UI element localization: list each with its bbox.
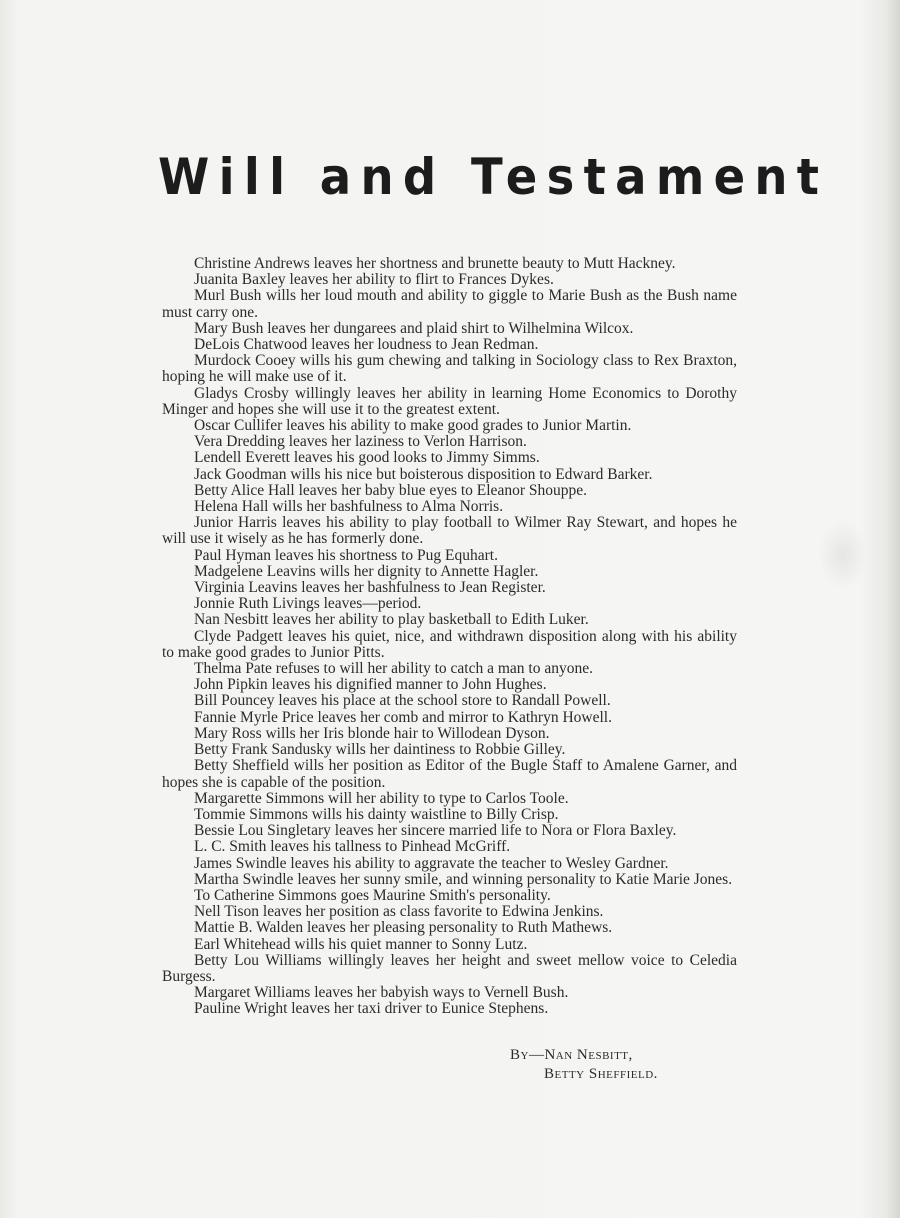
will-entry: Margarette Simmons will her ability to type to Carlos Toole. <box>194 789 569 807</box>
will-entry: Nell Tison leaves her position as class favorite to Edwina Jenkins. <box>194 903 604 921</box>
will-entry: Jonnie Ruth Livings leaves—period. <box>194 595 422 613</box>
will-entry: Nan Nesbitt leaves her ability to play basketball to Edith Luker. <box>194 611 589 629</box>
will-entry: Helena Hall wills her bashfulness to Alma Norris. <box>194 498 504 516</box>
will-entry: Mary Ross wills her Iris blonde hair to Willodean Dyson. <box>194 724 550 742</box>
paper-smudge <box>818 520 868 590</box>
will-entry: Murdock Cooey wills his gum chewing and talking in Sociology class to Rex Braxton, hoping he will make use of it. <box>162 352 737 386</box>
will-entry: Bill Pouncey leaves his place at the school store to Randall Powell. <box>194 692 611 710</box>
will-entry: Pauline Wright leaves her taxi driver to Eunice Stephens. <box>194 1000 549 1018</box>
page-edge-shadow <box>886 0 900 1218</box>
will-entry: Betty Lou Williams willingly leaves her height and sweet mellow voice to Celedia Burgess. <box>162 951 737 985</box>
will-entry: John Pipkin leaves his dignified manner to John Hughes. <box>194 676 547 694</box>
will-entry: Madgelene Leavins wills her dignity to Annette Hagler. <box>194 562 539 580</box>
will-entry: Vera Dredding leaves her laziness to Verlon Harrison. <box>194 433 527 451</box>
will-entry: Virginia Leavins leaves her bashfulness to Jean Register. <box>194 579 546 597</box>
will-entry: Margaret Williams leaves her babyish ways to Vernell Bush. <box>194 984 569 1002</box>
will-entry: Bessie Lou Singletary leaves her sincere married life to Nora or Flora Baxley. <box>194 822 677 840</box>
will-entry: Lendell Everett leaves his good looks to Jimmy Simms. <box>194 449 540 467</box>
will-entry: Martha Swindle leaves her sunny smile, and winning personality to Katie Marie Jones. <box>194 870 733 888</box>
will-entry: Earl Whitehead wills his quiet manner to Sonny Lutz. <box>194 935 528 953</box>
will-entry: Fannie Myrle Price leaves her comb and mirror to Kathryn Howell. <box>194 708 612 726</box>
will-entry: Betty Sheffield wills her position as Editor of the Bugle Staff to Amalene Garner, and hopes she is capable of the position. <box>162 757 737 791</box>
will-entry: Betty Alice Hall leaves her baby blue eyes to Eleanor Shouppe. <box>194 481 587 499</box>
will-entry: Murl Bush wills her loud mouth and ability to giggle to Marie Bush as the Bush name must carry one. <box>162 287 737 321</box>
will-entry: Junior Harris leaves his ability to play football to Wilmer Ray Stewart, and hopes he will use it wisely as he has formerly done. <box>162 514 737 548</box>
will-entry: L. C. Smith leaves his tallness to Pinhead McGriff. <box>194 838 511 856</box>
signature-block <box>510 1046 658 1084</box>
signature-line-1: By—Nan Nesbitt, <box>510 1047 633 1063</box>
will-entry: James Swindle leaves his ability to aggravate the teacher to Wesley Gardner. <box>194 854 669 872</box>
will-entry: Clyde Padgett leaves his quiet, nice, and withdrawn disposition along with his ability to make good grades to Junior Pitts. <box>162 627 737 661</box>
will-entry: Tommie Simmons wills his dainty waistline to Billy Crisp. <box>194 805 559 823</box>
will-entry: Mattie B. Walden leaves her pleasing personality to Ruth Mathews. <box>194 919 613 937</box>
will-entry: Gladys Crosby willingly leaves her ability in learning Home Economics to Dorothy Minger and hopes she will use it to the greatest extent. <box>162 384 737 418</box>
will-entry: To Catherine Simmons goes Maurine Smith's personality. <box>194 886 551 904</box>
signature-line-2: Betty Sheffield. <box>544 1066 658 1082</box>
will-entry: Jack Goodman wills his nice but boisterous disposition to Edward Barker. <box>194 465 653 483</box>
will-entry: Mary Bush leaves her dungarees and plaid shirt to Wilhelmina Wilcox. <box>194 319 634 337</box>
will-entries <box>162 256 737 1018</box>
will-entry: Christine Andrews leaves her shortness and brunette beauty to Mutt Hackney. <box>194 255 676 272</box>
will-entry: DeLois Chatwood leaves her loudness to Jean Redman. <box>194 336 539 354</box>
will-entry: Thelma Pate refuses to will her ability to catch a man to anyone. <box>194 660 593 678</box>
page-title: Will and Testament <box>158 148 829 206</box>
will-entry: Juanita Baxley leaves her ability to flirt to Frances Dykes. <box>194 271 554 289</box>
will-entry: Oscar Cullifer leaves his ability to make good grades to Junior Martin. <box>194 417 632 435</box>
will-entry: Betty Frank Sandusky wills her daintiness to Robbie Gilley. <box>194 741 566 759</box>
will-entry: Paul Hyman leaves his shortness to Pug Equhart. <box>194 546 498 564</box>
